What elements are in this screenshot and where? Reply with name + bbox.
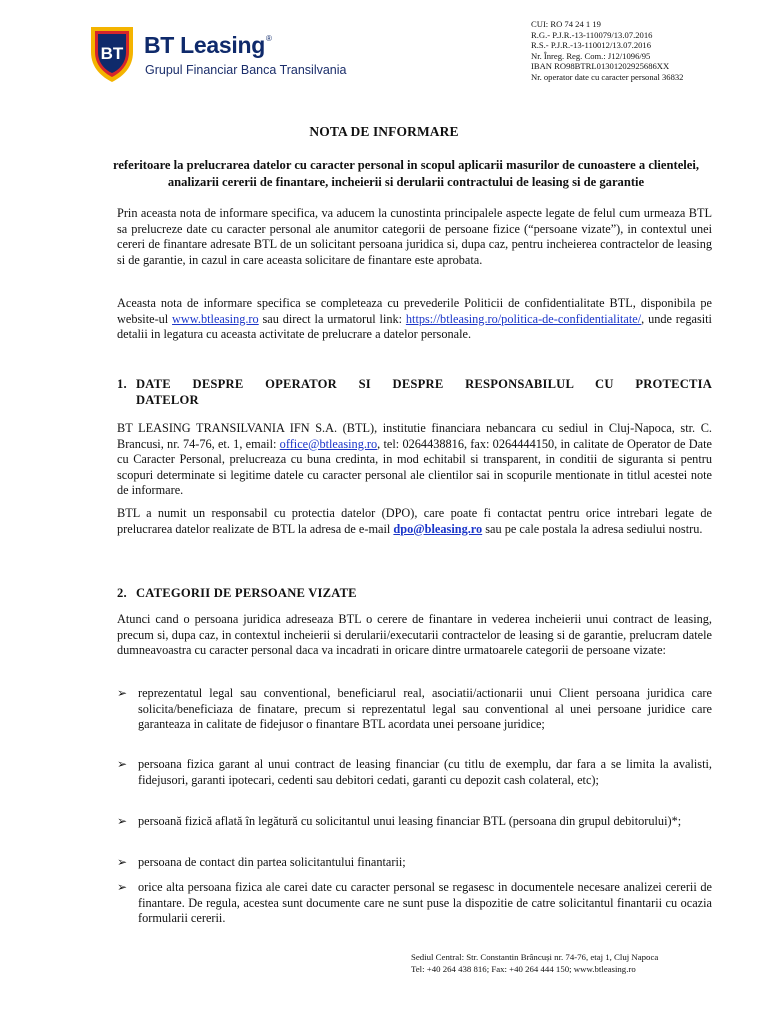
registered-mark: ® — [265, 34, 272, 43]
info-line-reg-com: Nr. Înreg. Reg. Com.: J12/1096/95 — [531, 50, 651, 61]
section-2-paragraph-1: Atunci cand o persoana juridica adreseaza BTL o cerere de finantare in vederea incheierii unui contract de leasing, precum si, dupa caz, in contextul incheierii si derularii/executarii contractelor de leasing si de garantie, prelucram datele dumneavoastra cu caracter personal daca va incadrati in oricare dintre urmatoarele categorii de persoane vizate: — [117, 612, 712, 658]
info-line-cui: CUI: RO 74 24 1 19 — [531, 19, 601, 29]
info-line-operator: Nr. operator date cu caracter personal 36832 — [531, 71, 684, 82]
company-registration-info — [531, 19, 761, 83]
section-1-number: 1. — [117, 377, 127, 391]
brand-name: BT Leasing® — [144, 32, 272, 58]
arrowhead-bullet-icon: ➢ — [117, 855, 128, 869]
section-1-title-line-2: DATELOR — [136, 393, 199, 407]
section-1-title-line-1: DATE DESPRE OPERATOR SI DESPRE RESPONSABILUL CU PROTECTIA — [136, 377, 712, 391]
bt-shield-logo-icon — [88, 22, 136, 84]
arrowhead-bullet-icon: ➢ — [117, 757, 128, 771]
arrowhead-bullet-icon: ➢ — [117, 686, 128, 700]
arrowhead-bullet-icon: ➢ — [117, 880, 128, 894]
intro-paragraph-2: Aceasta nota de informare specifica se completeaza cu prevederile Politicii de confidentialitate BTL, disponibila pe website-ul www.btleasing.ro sau direct la urmatorul link: https://btleasing.ro/politica-de-confidentialitate/, unde regasiti detalii in legatura cu aceasta activitate de prelucrare a datelor personale. — [117, 296, 712, 342]
document-subtitle: referitoare la prelucrarea datelor cu caracter personal in scopul aplicarii masurilor de cunoastere a clientelei, analizarii cererii de finantare, incheierii si derularii contractului de leasing si de garantie — [112, 158, 700, 189]
arrowhead-bullet-icon: ➢ — [117, 814, 128, 828]
info-line-rg: R.G.- P.J.R.-13-110079/13.07.2016 — [531, 29, 653, 40]
footer-address: Sediul Central: Str. Constantin Brâncuși nr. 74-76, etaj 1, Cluj Napoca — [411, 952, 659, 962]
bt-leasing-logo — [88, 22, 348, 88]
office-email-link[interactable]: office@btleasing.ro — [279, 436, 378, 451]
footer-contact: Tel: +40 264 438 816; Fax: +40 264 444 150; www.btleasing.ro — [411, 964, 636, 974]
section-1-paragraph-1: BT LEASING TRANSILVANIA IFN S.A. (BTL), institutie financiara nebancara cu sediul in Cluj-Napoca, str. C. Brancusi, nr. 74-76, et. 1, email: office@btleasing.ro, tel: 0264438816, fax: 0264444150, in calitate de Operator de Date cu Caracter Personal, prelucreaza cu buna credinta, in mod echitabil si transparent, in conditii de siguranta si pentru scopuri determinate si legitime datele cu caracter personal ale clientilor sai in scopurile mentionate in titlul acestei note de informare. — [117, 421, 712, 498]
brand-initials: BT — [100, 44, 124, 63]
page-footer — [411, 951, 751, 975]
document-title: NOTA DE INFORMARE — [309, 124, 459, 139]
section-2-number: 2. — [117, 586, 127, 600]
info-line-iban: IBAN RO98BTRL01301202925686XX — [531, 61, 670, 72]
website-link[interactable]: www.btleasing.ro — [172, 311, 259, 326]
section-2-title: CATEGORII DE PERSOANE VIZATE — [136, 586, 357, 600]
privacy-policy-link[interactable]: https://btleasing.ro/politica-de-confidentialitate/ — [405, 311, 642, 326]
brand-tagline: Grupul Financiar Banca Transilvania — [145, 63, 347, 77]
document-page: BT BT Leasing® Grupul Financiar Banca Transilvania CUI: RO 74 24 1 19 R.G.- P.J.R.-13-110079/13.07.2016 R.S.- P.J.R.-13-110012/13.07.2016 Nr. Înreg. Reg. Com.: J12/1096/95 IBAN RO98BTRL01301202925686XX Nr. operator date cu caracter personal 36832 NOTA DE INFORMARE referitoare la prelucrarea datelor cu caracter personal in scopul aplicarii masurilor de cunoastere a clientelei, analizarii cererii de finantare, incheierii si derularii contractului de leasing si de garantie Prin aceasta nota de informare specifica, va aducem la cunostinta principalele aspecte legate de felul cum urmeaza BTL sa prelucreze date cu caracter personal ale anumitor categorii de persoane fizice (“persoane vizate”), in contextul unei cereri de finantare adresate BTL de un solicitant persoana juridica si, dupa caz, pentru incheierea contractelor de leasing si de garantie, in cazul in care aceasta solicitare de finantare este aprobata. Aceasta nota de informare specifica se completeaza cu prevederile Politicii de confidentialitate BTL, disponibila pe website-ul www.btleasing.ro sau direct la urmatorul link: https://btleasing.ro/politica-de-confidentialitate/, unde regasiti detalii in legatura cu aceasta activitate de prelucrare a datelor personale. 1. DATE DESPRE OPERATOR SI DESPRE RESPONSABILUL CU PROTECTIA DATELOR BT LEASING TRANSILVANIA IFN S.A. (BTL), institutie financiara nebancara cu sediul in Cluj-Napoca, str. C. Brancusi, nr. 74-76, et. 1, email: office@btleasing.ro, tel: 0264438816, fax: 0264444150, in calitate de Operator de Date cu Caracter Personal, prelucreaza cu buna credinta, in mod echitabil si transparent, in conditii de siguranta si pentru scopuri determinate si legitime datele cu caracter personal ale clientilor sai in scopurile mentionate in titlul acestei note de informare. BTL a numit un responsabil cu protectia datelor (DPO), care poate fi contactat pentru orice intrebari legate de prelucrarea datelor realizate de BTL la adresa de e-mail dpo@bleasing.ro sau pe cale postala la adresa sediului nostru. 2. CATEGORII DE PERSOANE VIZATE Atunci cand o persoana juridica adreseaza BTL o cerere de finantare in vederea incheierii unui contract de leasing, precum si, dupa caz, in contextul incheierii si derularii/executarii contractelor de leasing si de garantie, prelucram datele dumneavoastra cu caracter personal daca va incadrati in oricare dintre urmatoarele categorii de persoane vizate: ➢ reprezentatul legal sau conventional, beneficiarul real, asociatii/actionarii unui Client persoana juridica care solicita/beneficiaza de finatare, precum si reprezentatul legal sau conventional al unei persoane juridice care garanteaza in calitate de fidejusor o finantare BTL acordata unei persoane juridice; ➢ persoana fizica garant al unui contract de leasing financiar (cu titlu de exemplu, dar fara a se limita la avalisti, fidejusori, garanti ipotecari, cedenti sau debitori cedati, garanti cu depozit cash colateral, etc); ➢ persoană fizică aflată în legătură cu solicitantul unui leasing financiar BTL (persoana din grupul debitorului)*; ➢ persoana de contact din partea solicitantului finantarii; ➢ orice alta persoana fizica ale carei date cu caracter personal se regasesc in documentele necesare analizei cererii de finantare. De regula, acestea sunt documente care ne sunt puse la dispozitie de catre solicitantul finantarii cu ocazia formularii cererii. Sediul Central: Str. Constantin Brâncuși nr. 74-76, etaj 1, Cluj Napoca Tel: +40 264 438 816; Fax: +40 264 444 150; www.btleasing.ro — [0, 0, 768, 1024]
intro-paragraph-1: Prin aceasta nota de informare specifica, va aducem la cunostinta principalele aspecte legate de felul cum urmeaza BTL sa prelucreze date cu caracter personal ale anumitor categorii de persoane fizice (“persoane vizate”), in contextul unei cereri de finantare adresate BTL de un solicitant persoana juridica si, dupa caz, pentru incheierea contractelor de leasing si de garantie, in cazul in care aceasta solicitare de finantare este aprobata. — [117, 206, 712, 267]
dpo-email-link[interactable]: dpo@bleasing.ro — [393, 521, 483, 536]
section-1-paragraph-2: BTL a numit un responsabil cu protectia datelor (DPO), care poate fi contactat pentru orice intrebari legate de prelucrarea datelor realizate de BTL la adresa de e-mail dpo@bleasing.ro sau pe cale postala la adresa sediului nostru. — [117, 506, 712, 536]
info-line-rs: R.S.- P.J.R.-13-110012/13.07.2016 — [531, 40, 652, 51]
